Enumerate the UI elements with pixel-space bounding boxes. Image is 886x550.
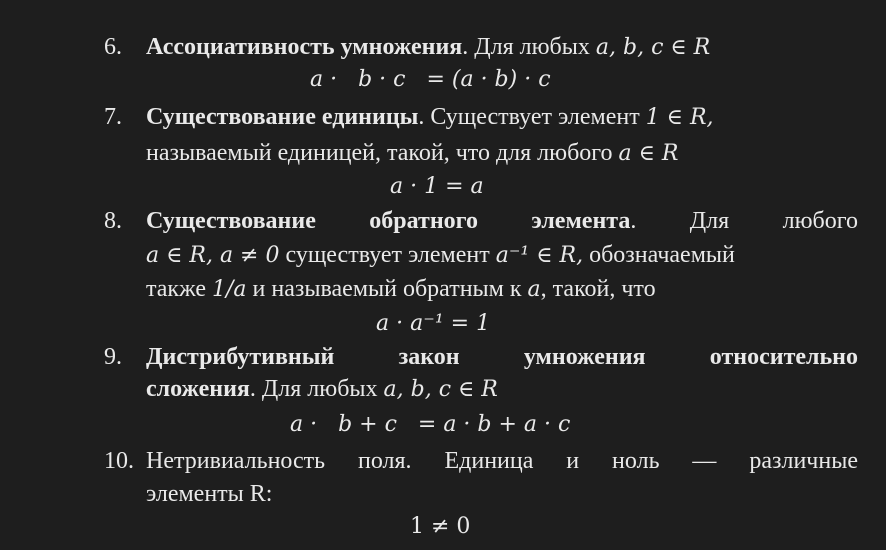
item-8-text-4: также: [146, 276, 213, 302]
item-7-line-2: [146, 136, 858, 171]
item-8-line-2: [146, 238, 858, 273]
item-8-formula: a · a⁻¹ = 1: [376, 311, 491, 336]
item-8-text-2: существует элемент: [279, 242, 496, 268]
item-8-text-6: , такой, что: [540, 276, 656, 302]
item-7-text-2: называемый единицей, такой, что для любого: [146, 140, 619, 166]
item-8-text-1: . Для любого: [630, 208, 858, 234]
item-8-math-3: 1/a: [212, 277, 247, 302]
item-number-6: 6.: [104, 34, 122, 60]
item-10-line-2: [146, 477, 858, 511]
item-6-title: Ассоциативность умножения: [146, 34, 463, 60]
item-7-text-1: . Существует элемент: [418, 104, 646, 130]
item-8-math-2: a⁻¹ ∈ R,: [495, 243, 584, 268]
item-8-line-1: [146, 204, 858, 238]
item-9-title-2: сложения: [146, 376, 250, 402]
item-9-title-1: Дистрибутивный закон умножения относительно: [146, 344, 858, 370]
item-10-line-1: [146, 444, 858, 478]
item-number-9: 9.: [104, 344, 122, 370]
item-7-math-2: a ∈ R: [618, 141, 679, 166]
item-9-line-2: [146, 372, 858, 407]
item-number-7: 7.: [104, 104, 122, 130]
item-10-text-1: Нетривиальность поля. Единица и ноль — различные: [146, 448, 858, 474]
item-6-line-1: [146, 30, 858, 65]
item-8-title: Существование обратного элемента: [146, 208, 631, 234]
item-9-text-1: . Для любых: [249, 376, 384, 402]
item-number-8: 8.: [104, 208, 122, 234]
item-9-formula: a · b + c = a · b + a · c: [290, 412, 571, 437]
item-6-math: a, b, c ∈ R: [595, 35, 711, 60]
item-9-line-1: [146, 340, 858, 374]
item-7-formula: a · 1 = a: [390, 174, 484, 199]
item-8-text-5: и называемый обратным к: [246, 276, 528, 302]
item-7-math-1: 1 ∈ R,: [645, 105, 714, 130]
item-number-10: 10.: [104, 448, 134, 474]
item-10-text-2: элементы R:: [146, 481, 273, 507]
item-9-math-1: a, b, c ∈ R: [383, 377, 498, 402]
item-8-text-3: обозначаемый: [583, 242, 735, 268]
item-7-title: Существование единицы: [146, 104, 419, 130]
item-6-text: . Для любых: [462, 34, 596, 60]
item-6-formula: a · b · c = (a · b) · c: [310, 67, 551, 92]
item-8-math-4: a: [527, 277, 541, 302]
item-7-line-1: [146, 100, 858, 135]
item-10-formula: 1 ≠ 0: [410, 514, 471, 539]
item-8-line-3: [146, 272, 858, 307]
item-8-math-1: a ∈ R, a ≠ 0: [146, 243, 280, 268]
